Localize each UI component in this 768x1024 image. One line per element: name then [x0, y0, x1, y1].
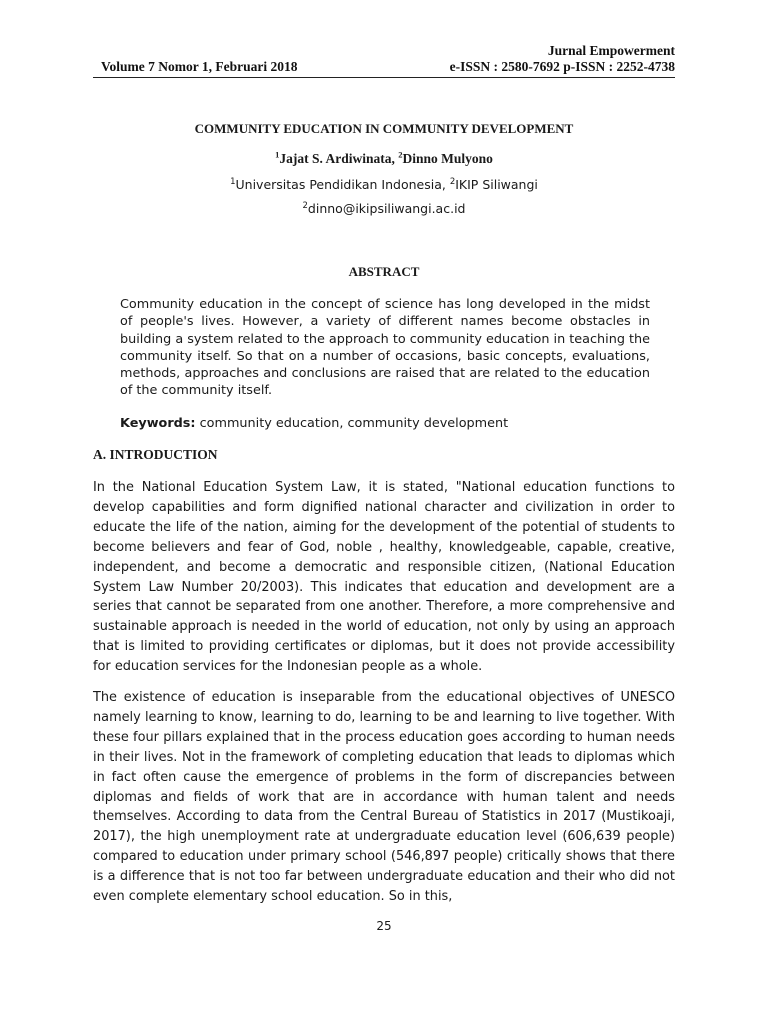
volume-info: Volume 7 Nomor 1, Februari 2018 [101, 59, 298, 74]
affiliation-1-sup: 1 [230, 176, 236, 187]
introduction-paragraph-2: The existence of education is inseparable from the educational objectives of UNESCO namely learning to know, learning to do, learning to be and learning to live together. With these four pillars explained that in the process education goes according to human needs in their lives. Not in the framework of completing education that leads to diplomas which in fact often cause the emergence of problems in the form of discrepancies between diplomas and fields of work that are in accordance with human talent and needs themselves. According to data from the Central Bureau of Statistics in 2017 (Mustikoaji, 2017), the high unemployment rate at undergraduate education level (606,639 people) compared to education under primary school (546,897 people) critically shows that there is a difference that is not too far between undergraduate education and their who did not even complete elementary school education. So in this, [93, 690, 675, 905]
author-2-sup: 2 [398, 149, 403, 160]
author-list [93, 151, 675, 167]
affiliation-list [93, 177, 675, 192]
abstract-body: Community education in the concept of science has long developed in the midst of people's lives. However, a variety of different names become obstacles in building a system related to the approach to community education in teaching the community itself. So that on a number of occasions, basic concepts, evaluations, methods, approaches and conclusions are raised that are related to the education of the community itself. [120, 297, 651, 399]
keywords-line [120, 416, 650, 431]
author-1-sup: 1 [275, 149, 280, 160]
author-email [93, 201, 675, 216]
journal-name: Jurnal Empowerment [547, 43, 675, 58]
issn-info: e-ISSN : 2580-7692 p-ISSN : 2252-4738 [449, 59, 675, 74]
author-1-name: Jajat S. Ardiwinata, [279, 151, 399, 166]
email-address: dinno@ikipsiliwangi.ac.id [307, 201, 466, 216]
abstract-heading: ABSTRACT [348, 264, 420, 279]
author-2-name: Dinno Mulyono [402, 151, 493, 166]
paper-title: COMMUNITY EDUCATION IN COMMUNITY DEVELOPMENT [194, 121, 574, 136]
affiliation-2-sup: 2 [449, 176, 456, 187]
page-number: 25 [376, 919, 392, 933]
introduction-paragraph-1: In the National Education System Law, it is stated, "National education functions to develop capabilities and form dignified national character and civilization in order to educate the life of the nation, aiming for the development of the potential of students to become believers and fear of God, noble , healthy, knowledgeable, capable, creative, independent, and become a democratic and responsible citizen, (National Education System Law Number 20/2003). This indicates that education and development are a series that cannot be separated from one another. Therefore, a more comprehensive and sustainable approach is needed in the world of education, not only by using an approach that is limited to providing certificates or diplomas, but it does not provide accessibility for education services for the Indonesian people as a whole. [93, 480, 675, 675]
introduction-heading: A. INTRODUCTION [93, 447, 218, 462]
affiliation-2-name: IKIP Siliwangi [455, 177, 538, 192]
keywords-text: community education, community development [195, 416, 509, 431]
keywords-label: Keywords: [120, 416, 196, 431]
affiliation-1-name: Universitas Pendidikan Indonesia, [235, 177, 450, 192]
email-sup: 2 [302, 200, 308, 211]
header-divider [93, 77, 675, 78]
